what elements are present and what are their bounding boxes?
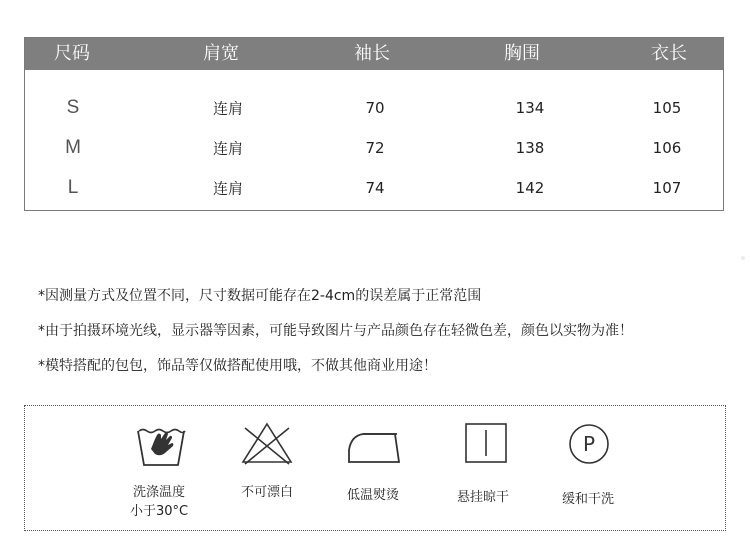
size-table xyxy=(24,37,724,211)
care-label-wash: 洗涤温度 小于30°C xyxy=(129,485,189,519)
header-size: 尺码 xyxy=(54,43,90,64)
table-cell-chest: 134 xyxy=(515,99,545,117)
low-iron-icon xyxy=(343,424,405,466)
table-cell-length: 107 xyxy=(652,179,682,197)
table-cell-size: S xyxy=(66,97,80,118)
table-cell-sleeve: 70 xyxy=(365,99,385,117)
care-label-bleach: 不可漂白 xyxy=(240,485,294,500)
table-cell-shoulder: 连肩 xyxy=(212,139,244,158)
table-cell-size: M xyxy=(65,137,81,158)
decorative-dot xyxy=(741,256,745,260)
note-measurement: *因测量方式及位置不同，尺寸数据可能存在2-4cm的误差属于正常范围 xyxy=(38,288,482,304)
svg-text:P: P xyxy=(582,432,596,456)
hang-dry-icon xyxy=(464,422,508,464)
care-label-dryclean: 缓和干洗 xyxy=(561,492,615,507)
hand-wash-icon xyxy=(135,419,187,469)
header-sleeve: 袖长 xyxy=(354,43,390,64)
table-cell-chest: 138 xyxy=(515,139,545,157)
table-cell-size: L xyxy=(67,177,79,198)
table-cell-length: 106 xyxy=(652,139,682,157)
header-length: 衣长 xyxy=(651,43,687,64)
note-accessories: *模特搭配的包包，饰品等仅做搭配使用哦，不做其他商业用途！ xyxy=(38,358,437,374)
note-color: *由于拍摄环境光线，显示器等因素，可能导致图片与产品颜色存在轻微色差，颜色以实物为准！ xyxy=(38,323,633,339)
care-label-iron: 低温熨烫 xyxy=(346,488,400,503)
table-cell-chest: 142 xyxy=(515,179,545,197)
header-chest: 胸围 xyxy=(504,43,540,64)
table-cell-length: 105 xyxy=(652,99,682,117)
table-cell-shoulder: 连肩 xyxy=(212,99,244,118)
no-bleach-icon xyxy=(239,420,295,466)
table-cell-sleeve: 74 xyxy=(365,179,385,197)
care-instructions-box xyxy=(24,405,726,531)
table-cell-shoulder: 连肩 xyxy=(212,179,244,198)
care-label-hang: 悬挂晾干 xyxy=(456,490,510,505)
header-shoulder: 肩宽 xyxy=(203,43,239,64)
table-cell-sleeve: 72 xyxy=(365,139,385,157)
dry-clean-p-icon xyxy=(567,422,611,466)
size-table-header xyxy=(25,38,723,70)
